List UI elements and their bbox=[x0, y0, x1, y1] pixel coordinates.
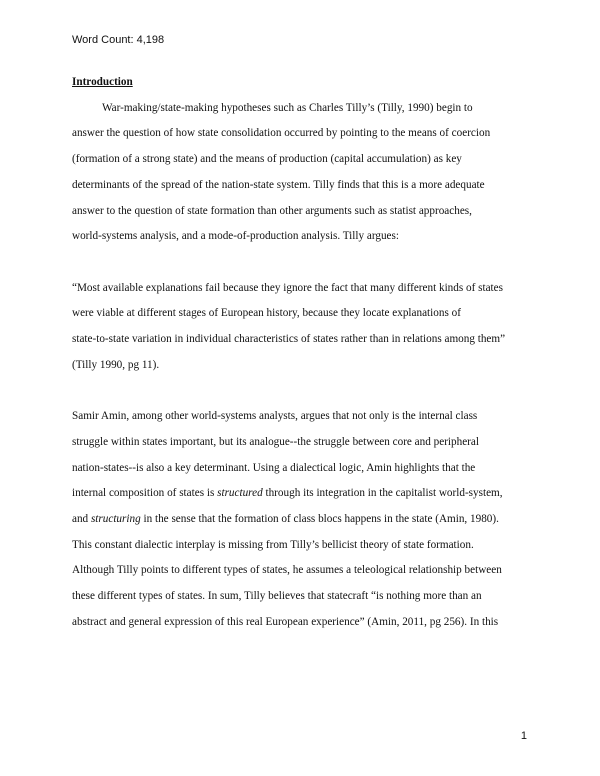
paragraph-line: answer to the question of state formation than other arguments such as statist approaches, bbox=[72, 204, 472, 217]
italic-term: structured bbox=[217, 487, 263, 500]
quote-line: were viable at different stages of European history, because they locate explanations of bbox=[72, 307, 461, 320]
quote-line: state-to-state variation in individual characteristics of states rather than in relations among them” bbox=[72, 333, 506, 346]
paragraph-line: determinants of the spread of the nation-state system. Tilly finds that this is a more adequate bbox=[72, 178, 485, 191]
quote-line: (Tilly 1990, pg 11). bbox=[72, 358, 160, 371]
paragraph-line: these different types of states. In sum, Tilly believes that statecraft “is nothing more than an bbox=[72, 590, 482, 603]
quote-line: “Most available explanations fail because they ignore the fact that many different kinds of states bbox=[72, 281, 503, 294]
document-body bbox=[72, 70, 530, 635]
paragraph-line: answer the question of how state consolidation occurred by pointing to the means of coercion bbox=[72, 127, 491, 140]
paragraph-line: Although Tilly points to different types of states, he assumes a teleological relationship between bbox=[72, 564, 502, 577]
text-run: internal composition of states is bbox=[72, 487, 218, 500]
text-run: and bbox=[72, 512, 91, 525]
word-count-header: Word Count: 4,198 bbox=[72, 34, 165, 46]
page-number: 1 bbox=[520, 730, 527, 742]
paragraph-line: struggle within states important, but its analogue--the struggle between core and peripheral bbox=[72, 435, 479, 448]
section-heading: Introduction bbox=[72, 76, 133, 88]
paragraph-line: nation-states--is also a key determinant. Using a dialectical logic, Amin highlights that the bbox=[72, 461, 476, 474]
text-run: in the sense that the formation of class blocs happens in the state (Amin, 1980). bbox=[140, 512, 499, 525]
text-run: through its integration in the capitalist world-system, bbox=[262, 487, 503, 500]
paragraph-line: (formation of a strong state) and the means of production (capital accumulation) as key bbox=[72, 153, 462, 166]
italic-term: structuring bbox=[90, 512, 141, 525]
paragraph-line bbox=[72, 481, 530, 507]
paragraph-line: This constant dialectic interplay is missing from Tilly’s bellicist theory of state formation. bbox=[72, 538, 474, 551]
paragraph-line: abstract and general expression of this real European experience” (Amin, 2011, pg 256). In this bbox=[72, 615, 499, 628]
paragraph-line bbox=[72, 507, 530, 533]
paragraph-line: War-making/state-making hypotheses such as Charles Tilly’s (Tilly, 1990) begin to bbox=[102, 101, 473, 114]
paragraph-line: Samir Amin, among other world-systems analysts, argues that not only is the internal class bbox=[72, 410, 478, 423]
paragraph-line: world-systems analysis, and a mode-of-production analysis. Tilly argues: bbox=[72, 230, 399, 243]
